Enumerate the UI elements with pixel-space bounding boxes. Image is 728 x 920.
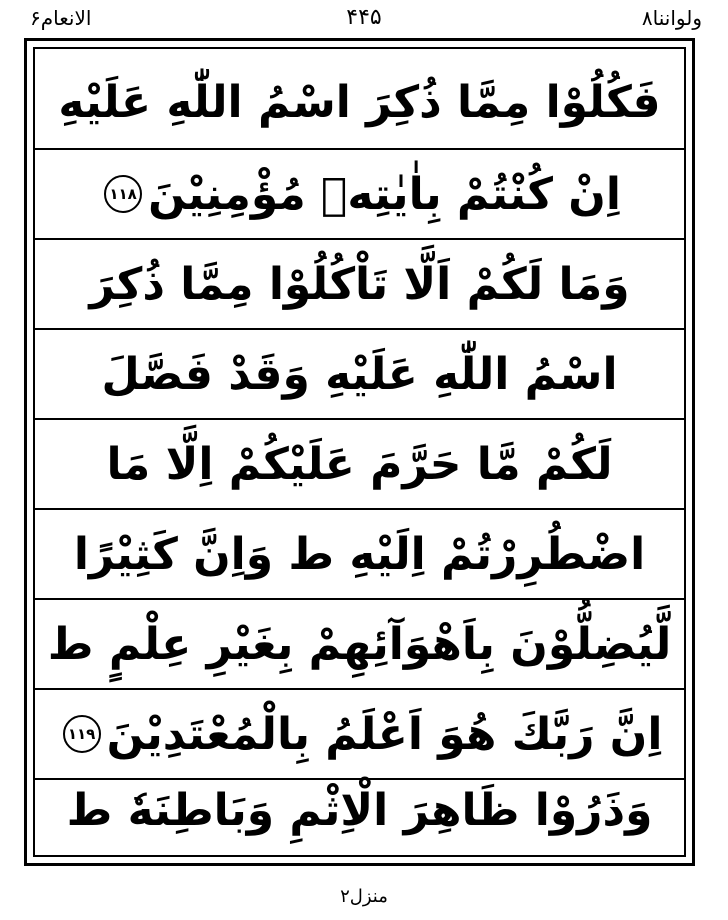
verse-text: فَكُلُوْا مِمَّا ذُكِرَ اسْمُ اللّٰهِ عَلَيْهِ: [58, 76, 661, 128]
ayah-number-marker: ۱۱۸: [104, 175, 142, 213]
manzil-footer: منزل۲: [340, 886, 388, 907]
verse-line: [35, 420, 684, 508]
verse-line: [35, 600, 684, 688]
page-number: ۴۴۵: [346, 5, 382, 30]
verse-text: اضْطُرِرْتُمْ اِلَيْهِ ط وَاِنَّ كَثِيْرًا: [73, 528, 646, 580]
verse-line: [35, 510, 684, 598]
verse-text: اسْمُ اللّٰهِ عَلَيْهِ وَقَدْ فَصَّلَ: [101, 348, 618, 400]
verse-line: [35, 58, 684, 146]
surah-name: الانعام۶: [30, 6, 92, 30]
verse-text: لَّيُضِلُّوْنَ بِاَهْوَآئِهِمْ بِغَيْرِ عِلْمٍ ط: [47, 618, 672, 670]
verse-text: لَكُمْ مَّا حَرَّمَ عَلَيْكُمْ اِلَّا مَا: [106, 438, 613, 490]
verse-line: [35, 240, 684, 328]
juz-name: ولواننا۸: [641, 6, 702, 30]
ayah-number-marker: ۱۱۹: [63, 715, 101, 753]
verse-text: وَمَا لَكُمْ اَلَّا تَاْكُلُوْا مِمَّا ذُكِرَ: [89, 258, 630, 310]
verse-text: اِنَّ رَبَّكَ هُوَ اَعْلَمُ بِالْمُعْتَدِيْنَ: [106, 708, 663, 760]
verse-line: [35, 766, 684, 854]
verse-text: اِنْ كُنْتُمْ بِاٰيٰتِهٖ مُؤْمِنِيْنَ: [148, 168, 621, 220]
verse-line: [35, 330, 684, 418]
verse-text: وَذَرُوْا ظَاهِرَ الْاِثْمِ وَبَاطِنَهٗ ط: [66, 784, 653, 836]
verse-line: [35, 150, 684, 238]
verse-line: [35, 690, 684, 778]
